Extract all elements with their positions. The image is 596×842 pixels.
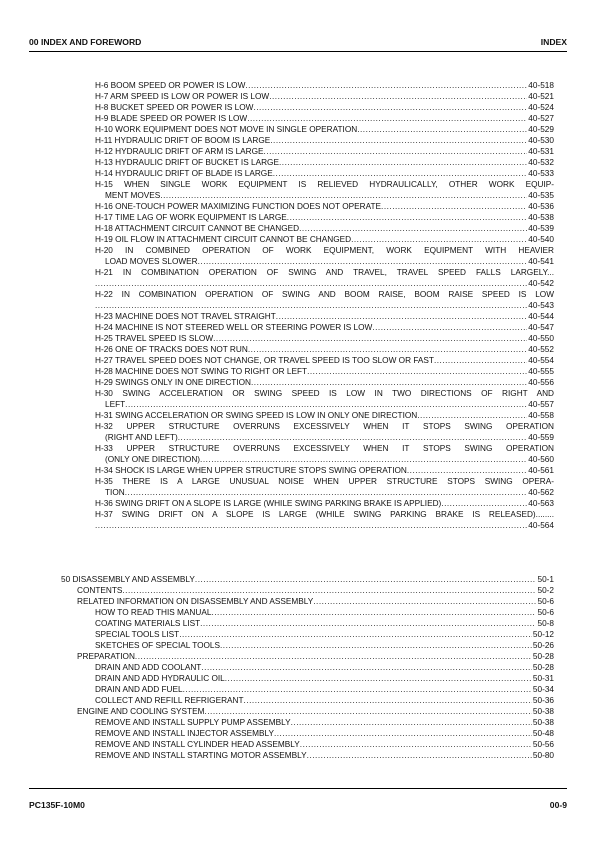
toc-entry-h11[interactable] [95,135,554,146]
toc-entry-page: 40-530 [528,136,554,145]
toc-entry-page: 40-524 [528,103,554,112]
toc-entry-h33[interactable] [95,443,554,465]
toc-entry-cylinder-head[interactable] [95,739,554,750]
toc-entry-page: 50-36 [532,696,554,705]
toc-entry-title-line1: H-32 UPPER STRUCTURE OVERRUNS EXCESSIVELY WHEN IT STOPS SWING OPERATION [95,422,554,431]
toc-entry-page: 40-531 [528,147,554,156]
toc-entry-injector[interactable] [95,728,554,739]
toc-entry-title: H-29 SWINGS ONLY IN ONE DIRECTION [95,378,252,387]
toc-entry-h18[interactable] [95,223,554,234]
toc-entry-title: RELATED INFORMATION ON DISASSEMBLY AND ASSEMBLY [77,597,314,606]
toc-entry-h25[interactable] [95,333,554,344]
toc-entry-page: 50-26 [532,641,554,650]
toc-entry-h7[interactable] [95,91,554,102]
toc-entry-related-info[interactable] [77,596,554,607]
toc-entry-title-line2: LOAD MOVES SLOWER [105,257,198,266]
toc-entry-page: 40-542 [528,279,554,288]
toc-entry-title: H-36 SWING DRIFT ON A SLOPE IS LARGE (WHILE SWING PARKING BRAKE IS APPLIED) [95,499,442,508]
toc-entry-page: 40-550 [528,334,554,343]
toc-entry-title: 50 DISASSEMBLY AND ASSEMBLY [61,575,195,584]
toc-entry-title-line1: H-35 THERE IS A LARGE UNUSUAL NOISE WHEN UPPER STRUCTURE STOPS SWING OPERA- [95,477,554,486]
toc-entry-title: REMOVE AND INSTALL INJECTOR ASSEMBLY [95,729,274,738]
toc-entry-title: H-27 TRAVEL SPEED DOES NOT CHANGE, OR TRAVEL SPEED IS TOO SLOW OR FAST [95,356,434,365]
toc-entry-preparation[interactable] [77,651,554,662]
toc-entry-h36[interactable] [95,498,554,509]
toc-entry-page: 50-38 [532,718,554,727]
toc-entry-h31[interactable] [95,410,554,421]
toc-entry-title: H-12 HYDRAULIC DRIFT OF ARM IS LARGE [95,147,264,156]
toc-entry-page: 50-48 [532,729,554,738]
toc-entry-title-line1: H-22 IN COMBINATION OPERATION OF SWING AND BOOM RAISE, BOOM RAISE SPEED IS LOW [95,290,554,299]
toc-entry-title: PREPARATION [77,652,135,661]
toc-entry-page: 50-80 [532,751,554,760]
toc-entry-title: H-31 SWING ACCELERATION OR SWING SPEED IS LOW IN ONLY ONE DIRECTION [95,411,418,420]
toc-entry-page: 50-34 [532,685,554,694]
toc-entry-title: H-6 BOOM SPEED OR POWER IS LOW [95,81,246,90]
toc-entry-title: H-17 TIME LAG OF WORK EQUIPMENT IS LARGE [95,213,287,222]
toc-entry-title: H-7 ARM SPEED IS LOW OR POWER IS LOW [95,92,270,101]
toc-entry-page: 40-539 [528,224,554,233]
toc-entry-h19[interactable] [95,234,554,245]
toc-entry-title: H-9 BLADE SPEED OR POWER IS LOW [95,114,248,123]
toc-entry-page: 40-532 [528,158,554,167]
toc-entry-page: 40-560 [528,455,554,464]
toc-entry-hydraulic-oil[interactable] [95,673,554,684]
toc-entry-page: 50-31 [532,674,554,683]
toc-entry-page: 40-557 [528,400,554,409]
toc-entry-page: 40-552 [528,345,554,354]
toc-entry-page: 40-555 [528,367,554,376]
toc-entry-title: H-10 WORK EQUIPMENT DOES NOT MOVE IN SINGLE OPERATION [95,125,358,134]
toc-entry-title: REMOVE AND INSTALL SUPPLY PUMP ASSEMBLY [95,718,291,727]
toc-entry-contents[interactable] [77,585,554,596]
toc-entry-h16[interactable] [95,201,554,212]
page-footer [29,800,567,814]
footer-rule [29,788,567,789]
toc-entry-h27[interactable] [95,355,554,366]
toc-entry-title: SKETCHES OF SPECIAL TOOLS [95,641,221,650]
toc-entry-page: 40-521 [528,92,554,101]
toc-entry-h32[interactable] [95,421,554,443]
toc-entry-title-line2: LEFT [105,400,126,409]
toc-entry-page: 40-544 [528,312,554,321]
toc-entry-title-line1: H-33 UPPER STRUCTURE OVERRUNS EXCESSIVELY WHEN IT STOPS SWING OPERATION [95,444,554,453]
toc-entry-page: 40-529 [528,125,554,134]
toc-entry-title: H-8 BUCKET SPEED OR POWER IS LOW [95,103,254,112]
toc-entry-title: H-26 ONE OF TRACKS DOES NOT RUN [95,345,248,354]
header-index-label: INDEX [540,37,567,47]
toc-entry-page: 50-2 [537,586,554,595]
toc-entry-fuel[interactable] [95,684,554,695]
toc-entry-title-line2: TION [105,488,125,497]
toc-entry-h28[interactable] [95,366,554,377]
toc-entry-page: 50-28 [532,652,554,661]
toc-entry-sketches[interactable] [95,640,554,651]
toc-entry-page: 50-8 [537,619,554,628]
toc-entry-coolant[interactable] [95,662,554,673]
footer-page-number: 00-9 [549,800,567,810]
toc-entry-h23[interactable] [95,311,554,322]
toc-entry-title: H-14 HYDRAULIC DRIFT OF BLADE IS LARGE [95,169,273,178]
toc-entry-h20[interactable] [95,245,554,267]
toc-entry-supply-pump[interactable] [95,717,554,728]
toc-entry-h30[interactable] [95,388,554,410]
toc-entry-title: DRAIN AND ADD COOLANT [95,663,202,672]
toc-entry-title-line1: H-30 SWING ACCELERATION OR SWING SPEED IS LOW IN TWO DIRECTIONS OF RIGHT AND [95,389,554,398]
toc-entry-page: 50-6 [537,597,554,606]
toc-entry-page: 40-547 [528,323,554,332]
toc-entry-h24[interactable] [95,322,554,333]
toc-entry-h34[interactable] [95,465,554,476]
toc-entry-page: 40-558 [528,411,554,420]
toc-entry-page: 40-538 [528,213,554,222]
toc-entry-page: 50-1 [537,575,554,584]
header-rule [29,51,567,52]
toc-entry-title: REMOVE AND INSTALL CYLINDER HEAD ASSEMBLY [95,740,300,749]
footer-model-code: PC135F-10M0 [29,800,85,810]
toc-entry-title: H-34 SHOCK IS LARGE WHEN UPPER STRUCTURE STOPS SWING OPERATION [95,466,407,475]
toc-entry-h35[interactable] [95,476,554,498]
header-section-title: 00 INDEX AND FOREWORD [29,37,142,47]
toc-entry-page: 50-56 [532,740,554,749]
toc-entry-title: ENGINE AND COOLING SYSTEM [77,707,205,716]
toc-entry-title-line1: H-20 IN COMBINED OPERATION OF WORK EQUIPMENT, WORK EQUIPMENT WITH HEAVIER [95,246,554,255]
toc-entry-starting-motor[interactable] [95,750,554,761]
toc-section-50[interactable] [61,574,554,585]
toc-entry-how-to-read[interactable] [95,607,554,618]
toc-entry-h26[interactable] [95,344,554,355]
toc-entry-page: 50-6 [537,608,554,617]
toc-entry-page: 40-535 [528,191,554,200]
toc-entry-title: H-24 MACHINE IS NOT STEERED WELL OR STEERING POWER IS LOW [95,323,373,332]
toc-entry-title: H-18 ATTACHMENT CIRCUIT CANNOT BE CHANGED [95,224,300,233]
toc-entry-page: 40-541 [528,257,554,266]
toc-entry-h21[interactable] [95,267,554,289]
toc-entry-special-tools[interactable] [95,629,554,640]
toc-entry-page: 40-527 [528,114,554,123]
toc-entry-engine-cooling[interactable] [77,706,554,717]
toc-entry-coating-materials[interactable] [95,618,554,629]
toc-entry-h29[interactable] [95,377,554,388]
toc-entry-title: COLLECT AND REFILL REFRIGERANT [95,696,244,705]
toc-entry-title: CONTENTS [77,586,123,595]
toc-entry-title: DRAIN AND ADD HYDRAULIC OIL [95,674,225,683]
toc-entry-h15[interactable] [95,179,554,201]
toc-entry-page: 40-556 [528,378,554,387]
toc-entry-h12[interactable] [95,146,554,157]
toc-entry-h8[interactable] [95,102,554,113]
toc-entry-page: 40-540 [528,235,554,244]
toc-entry-title: HOW TO READ THIS MANUAL [95,608,212,617]
toc-entry-title: DRAIN AND ADD FUEL [95,685,183,694]
toc-entry-page: 40-518 [528,81,554,90]
toc-entry-page: 40-543 [528,301,554,310]
toc-entry-title: H-25 TRAVEL SPEED IS SLOW [95,334,214,343]
toc-entry-h22[interactable] [95,289,554,311]
toc-entry-h6[interactable] [95,80,554,91]
toc-entry-h13[interactable] [95,157,554,168]
toc-entry-title: SPECIAL TOOLS LIST [95,630,180,639]
toc-entry-h14[interactable] [95,168,554,179]
toc-entry-title: H-23 MACHINE DOES NOT TRAVEL STRAIGHT [95,312,276,321]
toc-entry-title: H-28 MACHINE DOES NOT SWING TO RIGHT OR LEFT [95,367,308,376]
toc-entry-title: H-11 HYDRAULIC DRIFT OF BOOM IS LARGE [95,136,271,145]
toc-entry-page: 40-561 [528,466,554,475]
toc-entry-title-line2: (ONLY ONE DIRECTION) [105,455,201,464]
toc-entry-title-line1: H-37 SWING DRIFT ON A SLOPE IS LARGE (WHILE SWING PARKING BRAKE IS RELEASED)........ [95,510,554,519]
toc-entry-page: 40-533 [528,169,554,178]
toc-entry-title: COATING MATERIALS LIST [95,619,201,628]
toc-entry-h37[interactable] [95,509,554,531]
toc-entry-h9[interactable] [95,113,554,124]
toc-entry-h10[interactable] [95,124,554,135]
toc-entry-refrigerant[interactable] [95,695,554,706]
toc-entry-page: 40-563 [528,499,554,508]
toc-entry-title: H-19 OIL FLOW IN ATTACHMENT CIRCUIT CANNOT BE CHANGED [95,235,352,244]
toc-entry-title-line1: H-15 WHEN SINGLE WORK EQUIPMENT IS RELIEVED HYDRAULICALLY, OTHER WORK EQUIP- [95,180,554,189]
toc-entry-title: H-16 ONE-TOUCH POWER MAXIMIZING FUNCTION DOES NOT OPERATE [95,202,382,211]
page-header [29,37,567,51]
toc-entry-title-line1: H-21 IN COMBINATION OPERATION OF SWING AND TRAVEL, TRAVEL SPEED FALLS LARGELY... [95,268,554,277]
toc-entry-page: 40-562 [528,488,554,497]
toc-entry-title: H-13 HYDRAULIC DRIFT OF BUCKET IS LARGE [95,158,279,167]
toc-entry-page: 50-28 [532,663,554,672]
toc-entry-page: 40-564 [528,521,554,530]
toc-entry-page: 40-554 [528,356,554,365]
toc-entry-title-line2: (RIGHT AND LEFT) [105,433,178,442]
toc-entry-page: 40-536 [528,202,554,211]
toc-entry-h17[interactable] [95,212,554,223]
toc-entry-title-line2: MENT MOVES [105,191,161,200]
toc-entry-page: 50-12 [532,630,554,639]
toc-entry-page: 40-559 [528,433,554,442]
toc-entry-page: 50-38 [532,707,554,716]
toc-entry-title: REMOVE AND INSTALL STARTING MOTOR ASSEMBLY [95,751,307,760]
